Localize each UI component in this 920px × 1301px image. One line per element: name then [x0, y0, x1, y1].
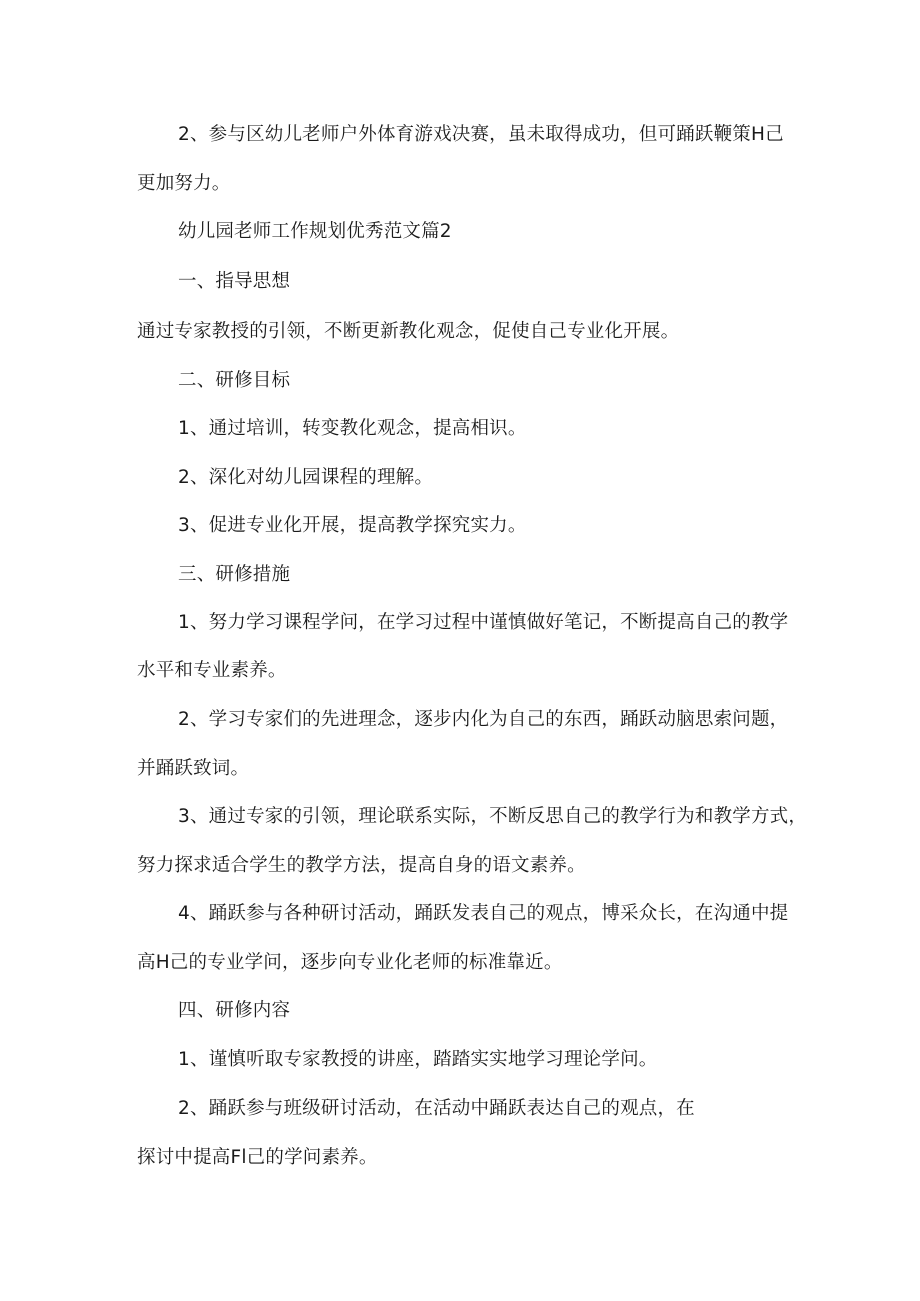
list-item: 2、学习专家们的先进理念，逐步内化为自己的东西，踊跃动脑思索问题， [178, 709, 789, 730]
section-heading: 二、研修目标 [178, 370, 291, 391]
list-item: 3、通过专家的引领，理论联系实际，不断反思自己的教学行为和教学方式， [178, 806, 808, 827]
section-heading: 四、研修内容 [178, 1000, 291, 1021]
list-item-continuation: 探讨中提高Fl己的学问素养。 [137, 1147, 378, 1168]
section-heading: 一、指导思想 [178, 271, 291, 292]
list-item: 1、努力学习课程学问，在学习过程中谨慎做好笔记，不断提高自己的教学 [178, 612, 789, 633]
list-item: 1、谨慎听取专家教授的讲座，踏踏实实地学习理论学问。 [178, 1049, 658, 1070]
paragraph-line: 2、参与区幼儿老师户外体育游戏决赛，虽未取得成功，但可踊跃鞭策H己 [178, 124, 784, 145]
list-item: 2、踊跃参与班级研讨活动，在活动中踊跃表达自己的观点，在 [178, 1098, 695, 1119]
list-item: 3、促进专业化开展，提高教学探究实力。 [178, 515, 527, 536]
section-heading: 三、研修措施 [178, 564, 291, 585]
list-item-continuation: 并踊跃致词。 [137, 758, 250, 779]
paragraph-line: 通过专家教授的引领，不断更新教化观念，促使自己专业化开展。 [137, 321, 680, 342]
section-title: 幼儿园老师工作规划优秀范文篇2 [178, 221, 452, 242]
list-item: 1、通过培训，转变教化观念，提高相识。 [178, 418, 527, 439]
list-item-continuation: 高H己的专业学问，逐步向专业化老师的标准靠近。 [137, 952, 563, 973]
paragraph-line: 更加努力。 [137, 173, 231, 194]
list-item: 2、深化对幼儿园课程的理解。 [178, 467, 434, 488]
list-item-continuation: 努力探求适合学生的教学方法，提高自身的语文素养。 [137, 855, 586, 876]
list-item-continuation: 水平和专业素养。 [137, 660, 287, 681]
list-item: 4、踊跃参与各种研讨活动，踊跃发表自己的观点，博采众长，在沟通中提 [178, 903, 789, 924]
